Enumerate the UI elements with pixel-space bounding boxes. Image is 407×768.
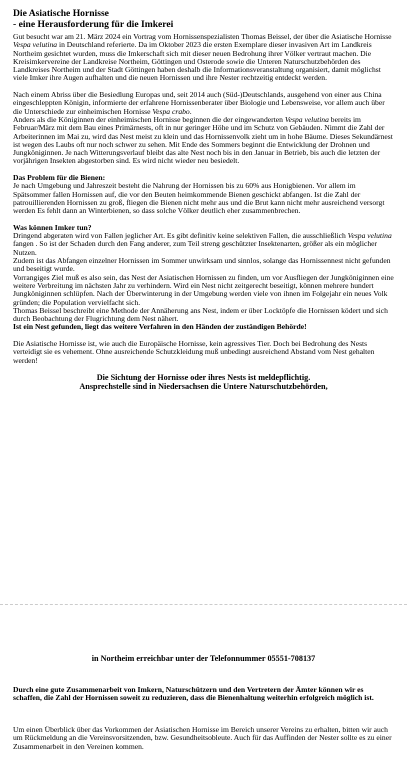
history-text-b: . [189,106,192,116]
species-name: Vespa velutina [347,231,392,241]
species-name: Vespa velutina [284,114,329,124]
lower-text-column [13,654,394,663]
title-line-2: - eine Herausforderung für die Imkerei [13,18,174,30]
history-text-a: Nach einem Abriss über die Besiedlung Europas und, seit 2014 auch (Süd-)Deutschlands, ausgehend von einer aus China eingeschleppten Königin, informierte der erfahrene Hornissenberater über Biologie und Lebensweise, vor allem auch über die Unterschiede zur einheimischen Hornisse [13,90,385,116]
lifecycle-paragraph [13,116,394,166]
measures-text-a: Dringend abgeraten wird von Fallen jeglicher Art. Es gibt definitiv keine selektiven Fallen, die ausschließlich [13,231,348,241]
intro-text-a: Gut besucht war am 21. März 2024 ein Vortrag vom Hornissenspezialisten Thomas Beissel, der über die Asiatische Hornisse [13,32,392,41]
title-line-1: Die Asiatische Hornisse [13,8,109,19]
measures-line-4: Thomas Beissel beschreibt eine Methode der Annäherung ans Nest, indem er über Locktöpfe die Hornissen ködert und sich durch Beobachtung der Flugrichtung dem Nest nähert. [13,305,388,324]
intro-text-b: in Deutschland referierte. Da im Oktober 2023 die ersten Exemplare dieser invasiven Art im Landkreis Northeim gesichtet wurden, muss die Imkerschaft sich mit dieser neuen Bedrohung ihrer Völker vertraut machen. Die Kreisimkervereine der Landkreise Northeim, Göttingen und Osterode sowie die Unteren Naturschutzbehörden des Landkreises Northeim und der Stadt Göttingen haben deshalb die Informationsveranstaltung organisiert, damit möglichst viele Imker ihre Augen aufhalten und die neuen Hornissen und ihre Nester rechtzeitig entdeckt werden. [13,40,381,83]
measures-line-1 [13,232,394,257]
phone-line: in Northeim erreichbar unter der Telefonnummer 05551-708137 [91,654,316,663]
problem-paragraph: Je nach Umgebung und Jahreszeit besteht die Nahrung der Hornissen bis zu 60% aus Honigbienen. Vor allem im Spätsommer fallen Hornissen auf, die vor den Beuten heimkommende Bienen geschickt abfangen. Ist die Zahl der patrouillierenden Hornissen zu groß, fliegen die Bienen nicht mehr aus und die Brut kann nicht mehr ausreichend versorgt werden Es fehlt dann an Winterbienen, so dass solche Völker deutlich eher zusammenbrechen. [13,181,385,216]
measures-heading: Was können Imker tun? [13,222,92,232]
cooperation-paragraph: Durch eine gute Zusammenarbeit von Imkern, Naturschützern und den Vertretern der Ämter können wir es schaffen, die Zahl der Hornissen soweit zu reduzieren, dass die Bienenhaltung weiterhin erfolgreich möglich ist. [13,685,374,703]
species-name: Vespa velutina [13,40,58,50]
species-name: Vespa crabo [152,106,190,116]
lifecycle-text-b: bereits im Februar/März mit dem Bau eines Primärnests, oft in nur geringer Höhe und im Schutz von Gebäuden. Nimmt die Zahl der Arbeiterinnen im Mai zu, wird das Nest meist zu klein und das Hornissenvolk zieht um in hohe Bäume. Dieses Sekundärnest ist wegen des Laubs oft nur noch schwer zu sehen. Mit Ende des Sommers beginnt die Entwicklung der Drohnen und Jungköniginnen. Je nach Witterungsverlauf bleibt das alte Nest noch bis in den Januar in Betrieb, bis auch die letzten der vorjährigen Insekten abgestorben sind. Es wird nicht wieder neu besiedelt. [13,114,393,166]
lifecycle-text-a: Anders als die Königinnen der einheimischen Hornisse beginnen die der eingewanderten [13,114,285,124]
notice-line-2: Ansprechstelle sind in Niedersachsen die Untere Naturschutzbehörden, [79,382,328,392]
overview-paragraph: Um einen Überblick über das Vorkommen der Asiatischen Hornisse im Bereich unserer Vereins zu erhalten, bitten wir auch um Rückmeldung an die Vereinsvorsitzenden, bzw. Gesundheitsobleute. Auch für das Auffinden der Nester sollte es zu einer Zusammenarbeit in den Vereinen kommen. [13,725,392,751]
problem-heading: Das Problem für die Bienen: [13,173,106,183]
measures-line-3: Vorrangiges Ziel muß es also sein, das Nest der Asiatischen Hornissen zu finden, um vor Ausfliegen der Jungköniginnen eine weitere Verbreitung im nächsten Jahr zu verhindern. Wird ein Nest nicht zeitgerecht beseitigt, können mehrere hundert Jungköniginnen schlüpfen. Nach der Überwinterung in der Umgebung werden viele von ihnen im Folgejahr ein neues Volk gründen; die Population vervielfacht sich. [13,272,394,307]
page-divider [0,604,407,606]
document-title [13,9,394,30]
intro-paragraph [13,33,394,83]
measures-text-b: fangen . So ist der Schaden durch den Fang anderer, zum Teil streng geschützter Insektenarten, größer als ein möglicher Nutzen. [13,239,378,257]
cooperation-block [13,686,394,703]
aggression-paragraph: Die Asiatische Hornisse ist, wie auch die Europäische Hornisse, kein agressives Tier. Doch bei Bedrohung des Nests verteidigt sie es vehement. Ohne ausreichende Schutzkleidung muß unbedingt ausreichend Abstand vom Nest gehalten werden! [13,338,375,365]
measures-line-2: Zudem ist das Abfangen einzelner Hornissen im Sommer unwirksam und sinnlos, solange das Hornissennest nicht gefunden und beseitigt wurde. [13,256,391,274]
main-text-column [13,33,394,392]
history-paragraph [13,91,394,116]
notice-line-1: Die Sichtung der Hornisse oder ihres Nests ist meldepflichtig. [96,373,311,383]
overview-block [13,726,394,751]
measures-emphasis: Ist ein Nest gefunden, liegt das weitere Verfahren in den Händen der zuständigen Behörde! [13,322,307,332]
